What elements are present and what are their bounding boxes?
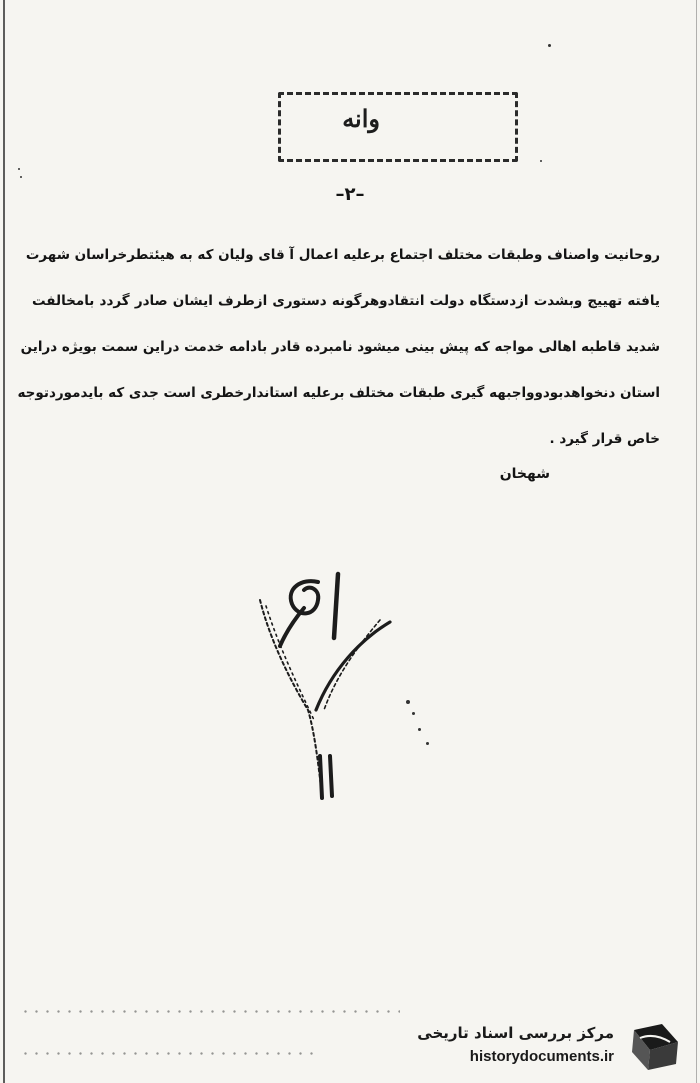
body-line: استان دنخواهدبودوواجبهه گیری طبقات مختلف برعلیه استاندارخطری است جدی که بایدموردتوجه bbox=[17, 385, 660, 401]
page-number: –۲– bbox=[335, 184, 365, 205]
body-line: خاص قرار گیرد . bbox=[549, 431, 660, 447]
watermark-title: مرکز بررسی اسناد تاریخی bbox=[417, 1024, 614, 1042]
scan-edge-right bbox=[696, 0, 697, 1083]
handwritten-annotation bbox=[230, 560, 420, 810]
scan-noise-row bbox=[20, 1010, 400, 1013]
scroll-book-icon bbox=[626, 1020, 684, 1072]
body-line: یافته تهییج وبشدت ازدستگاه دولت انتقادوهرگونه دستوری ازطرف ایشان صادر گردد بامخالفت bbox=[32, 293, 660, 309]
watermark-url: historydocuments.ir bbox=[469, 1048, 614, 1065]
scan-noise-row bbox=[20, 1052, 320, 1055]
body-line: شدید قاطبه اهالی مواجه که پیش بینی میشود نامبرده قادر بادامه خدمت دراین سمت بویژه دراین bbox=[20, 339, 660, 355]
document-body bbox=[17, 232, 660, 462]
scan-edge-left bbox=[3, 0, 5, 1083]
body-line: روحانیت واصناف وطبقات مختلف اجتماع برعلیه اعمال آ قای ولیان که به هیئتطرخراسان شهرت bbox=[25, 247, 660, 263]
archive-watermark bbox=[412, 1018, 692, 1074]
signer-name: شهخان bbox=[499, 466, 550, 482]
classification-stamp-text: وانه bbox=[342, 104, 380, 133]
